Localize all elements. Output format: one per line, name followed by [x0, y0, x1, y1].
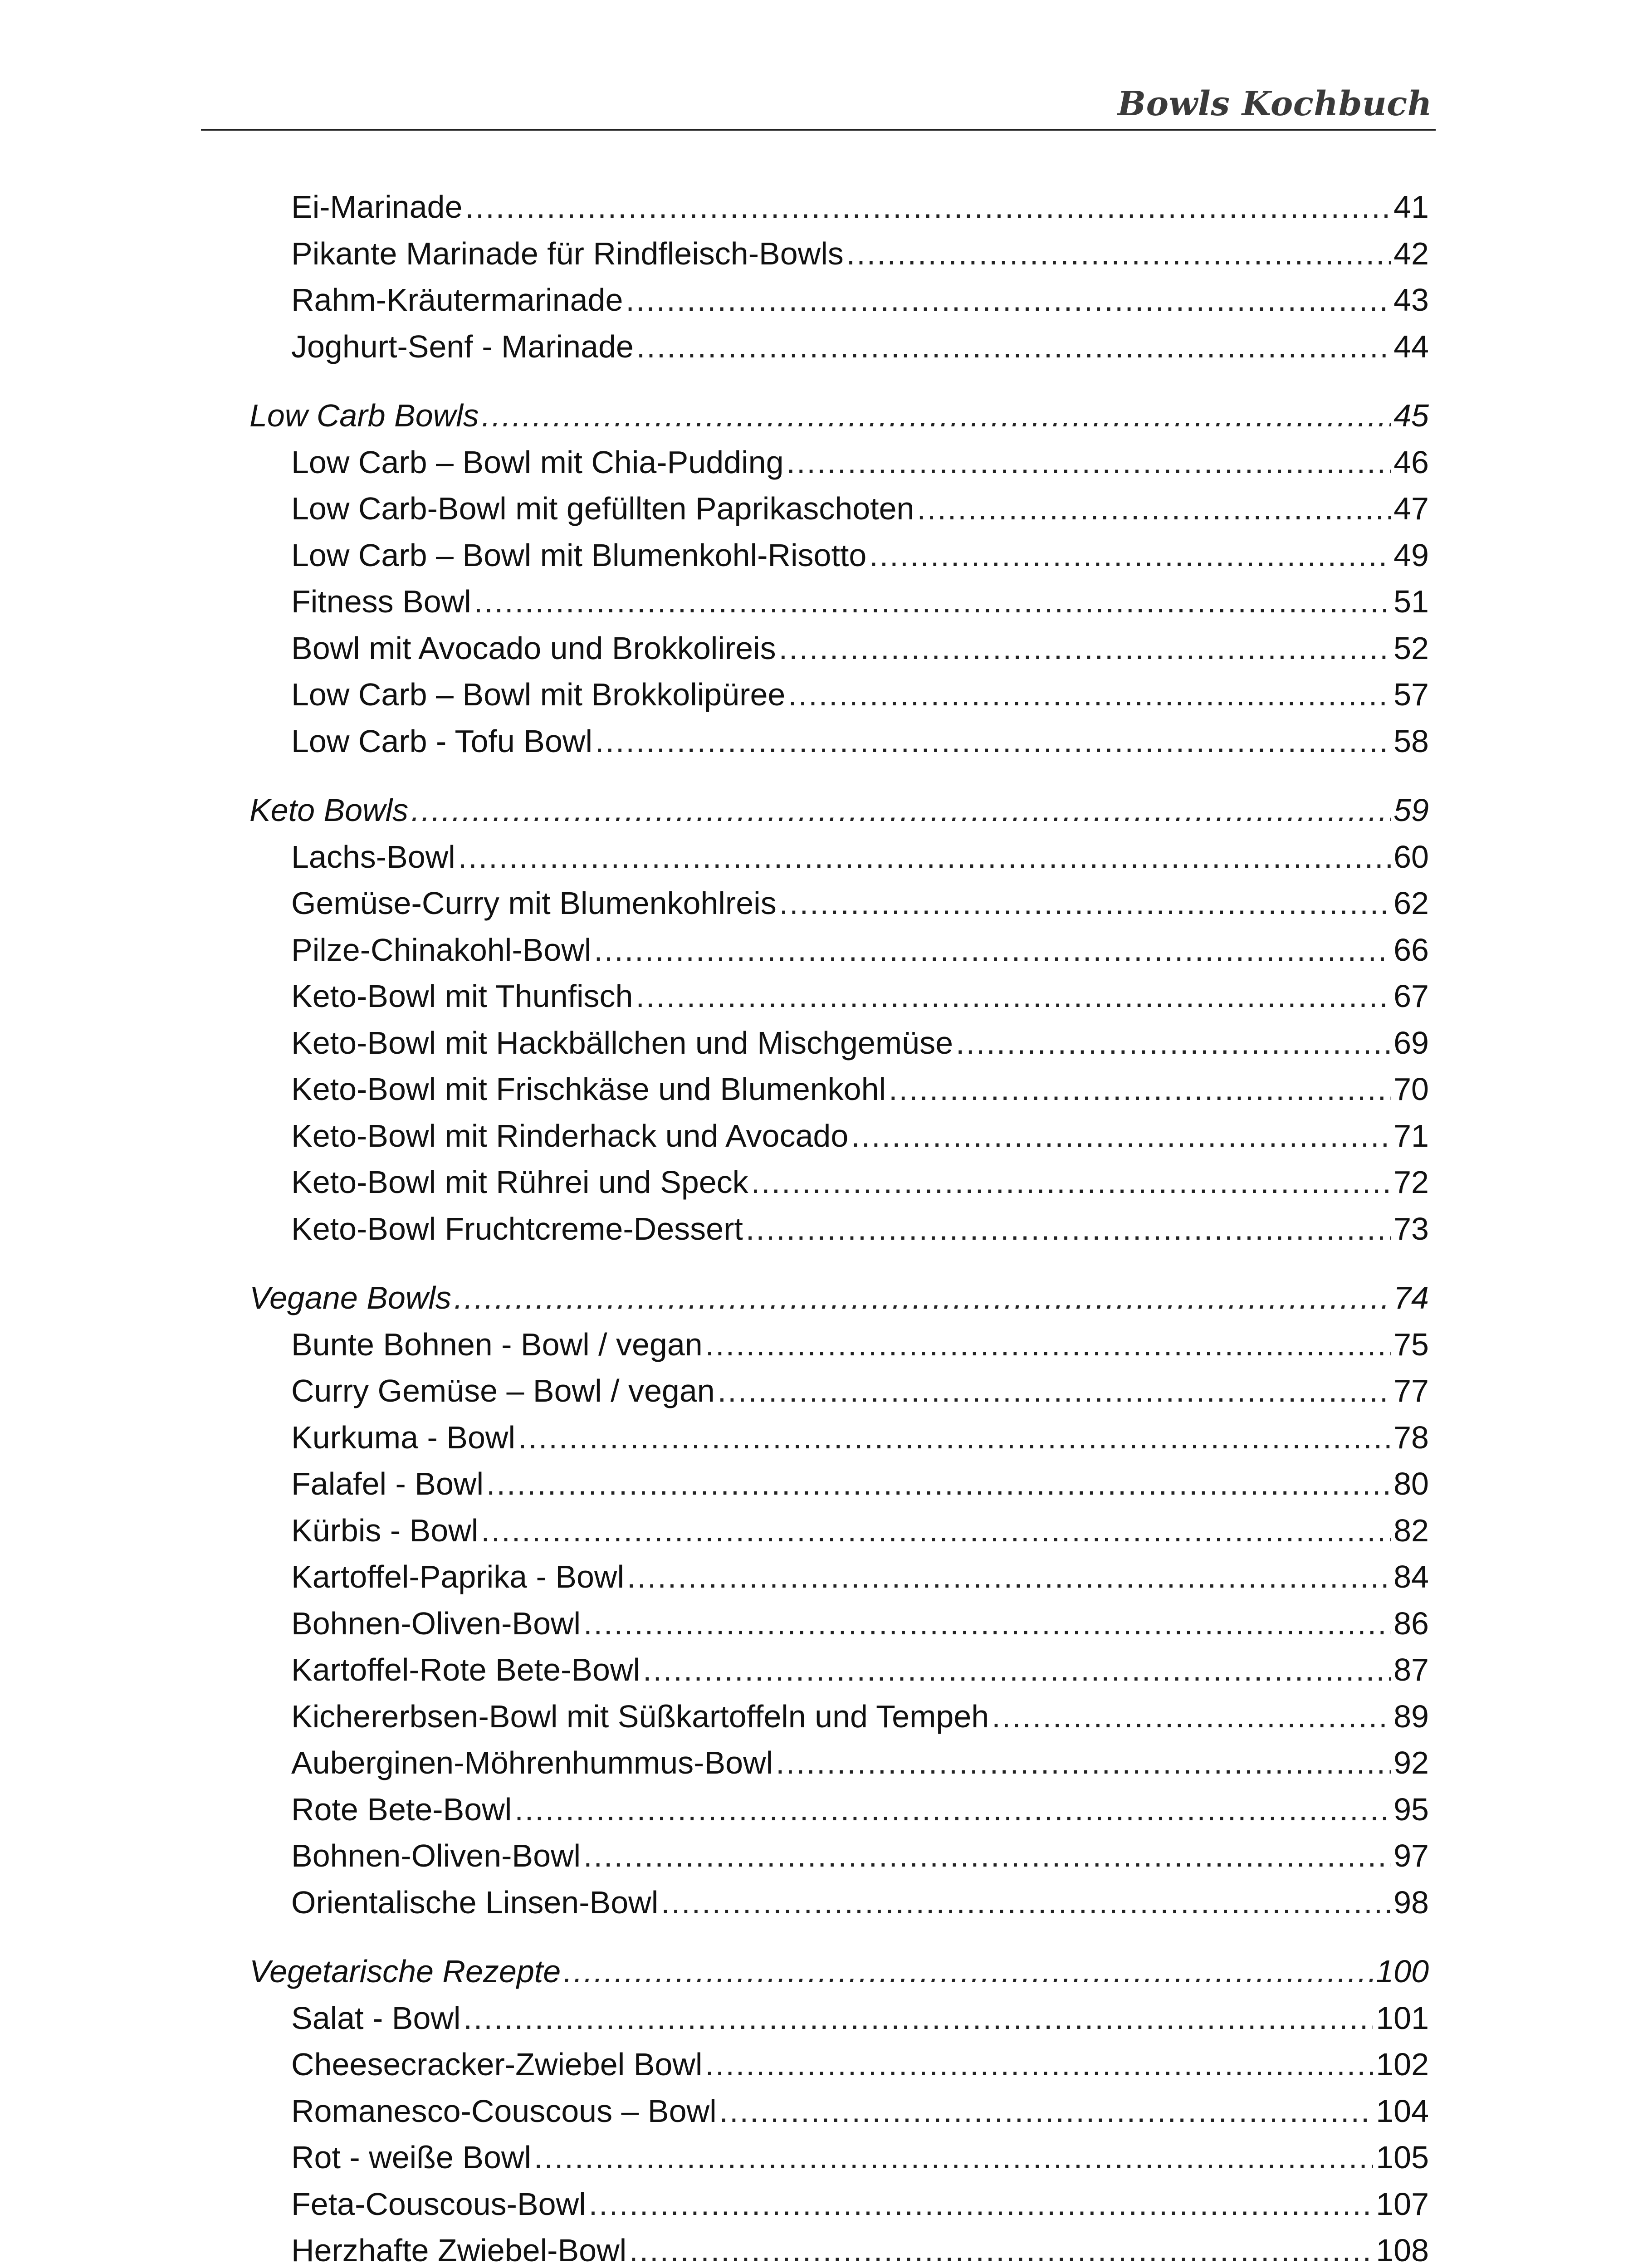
dot-leader: [474, 578, 1391, 625]
dot-leader: [486, 1461, 1391, 1507]
dot-leader: [465, 184, 1391, 230]
dot-leader: [956, 1020, 1391, 1066]
dot-leader: [629, 2227, 1373, 2268]
entry-page-number: 104: [1376, 2093, 1429, 2129]
toc-entry-line[interactable]: [249, 1740, 1429, 1786]
entry-page-number: 78: [1393, 1419, 1429, 1455]
dot-leader: [458, 834, 1391, 880]
dot-leader: [534, 2134, 1373, 2181]
entry-page-number: 89: [1393, 1698, 1429, 1734]
dot-leader: [411, 787, 1391, 834]
toc-entry-line[interactable]: [249, 1879, 1429, 1926]
entry-page-number: 43: [1393, 282, 1429, 318]
entry-page-number: 67: [1393, 978, 1429, 1014]
toc-entry-line[interactable]: [249, 1693, 1429, 1740]
chapter-title: Keto Bowls: [249, 792, 409, 828]
entry-page-number: 42: [1393, 235, 1429, 271]
toc-entry-line[interactable]: [249, 2088, 1429, 2135]
toc-entry-line[interactable]: [249, 973, 1429, 1020]
entry-title: Keto-Bowl mit Rinderhack und Avocado: [291, 1118, 849, 1154]
toc-entry-line[interactable]: [249, 1368, 1429, 1414]
entry-title: Herzhafte Zwiebel-Bowl: [291, 2233, 627, 2268]
toc-entry-line[interactable]: [249, 1159, 1429, 1206]
entry-title: Bohnen-Oliven-Bowl: [291, 1605, 581, 1641]
dot-leader: [788, 671, 1391, 718]
toc-entry-line[interactable]: [249, 1206, 1429, 1252]
entry-page-number: 77: [1393, 1373, 1429, 1408]
entry-page-number: 86: [1393, 1605, 1429, 1641]
entry-title: Pikante Marinade für Rindfleisch-Bowls: [291, 235, 844, 271]
chapter-title: Vegetarische Rezepte: [249, 1954, 561, 1989]
toc-section: [249, 184, 1429, 370]
entry-page-number: 44: [1393, 328, 1429, 364]
dot-leader: [595, 718, 1391, 765]
entry-page-number: 97: [1393, 1838, 1429, 1873]
entry-page-number: 82: [1393, 1512, 1429, 1548]
toc-chapter-line[interactable]: [249, 392, 1429, 439]
dot-leader: [583, 1600, 1391, 1647]
entry-page-number: 92: [1393, 1745, 1429, 1780]
dot-leader: [746, 1206, 1391, 1252]
entry-title: Keto-Bowl mit Frischkäse und Blumenkohl: [291, 1071, 886, 1107]
toc-entry-line[interactable]: [249, 1833, 1429, 1879]
dot-leader: [481, 1507, 1391, 1554]
entry-page-number: 66: [1393, 932, 1429, 968]
entry-page-number: 49: [1393, 537, 1429, 573]
dot-leader: [589, 2181, 1374, 2228]
entry-page-number: 87: [1393, 1652, 1429, 1687]
dot-leader: [626, 277, 1391, 323]
toc-chapter-line[interactable]: [249, 1948, 1429, 1995]
chapter-page-number: 100: [1376, 1954, 1429, 1989]
entry-title: Feta-Couscous-Bowl: [291, 2186, 586, 2222]
toc-entry-line[interactable]: [249, 718, 1429, 765]
toc-section: [249, 1275, 1429, 1926]
toc-entry-line[interactable]: [249, 625, 1429, 672]
dot-leader: [594, 927, 1391, 973]
entry-title: Bohnen-Oliven-Bowl: [291, 1838, 581, 1873]
entry-title: Low Carb – Bowl mit Chia-Pudding: [291, 444, 784, 480]
entry-title: Low Carb – Bowl mit Brokkolipüree: [291, 677, 786, 712]
entry-title: Rahm-Kräutermarinade: [291, 282, 623, 318]
entry-page-number: 101: [1376, 2000, 1429, 2036]
entry-page-number: 73: [1393, 1211, 1429, 1246]
dot-leader: [563, 1948, 1373, 1995]
entry-title: Auberginen-Möhrenhummus-Bowl: [291, 1745, 773, 1780]
entry-title: Salat - Bowl: [291, 2000, 461, 2036]
entry-title: Keto-Bowl Fruchtcreme-Dessert: [291, 1211, 743, 1246]
toc-entry-line[interactable]: [249, 1507, 1429, 1554]
dot-leader: [514, 1786, 1391, 1833]
entry-title: Ei-Marinade: [291, 189, 463, 225]
entry-page-number: 72: [1393, 1164, 1429, 1200]
entry-page-number: 70: [1393, 1071, 1429, 1107]
entry-page-number: 57: [1393, 677, 1429, 712]
entry-title: Orientalische Linsen-Bowl: [291, 1884, 659, 1920]
entry-page-number: 47: [1393, 491, 1429, 526]
chapter-page-number: 59: [1393, 792, 1429, 828]
entry-title: Romanesco-Couscous – Bowl: [291, 2093, 717, 2129]
dot-leader: [643, 1647, 1391, 1693]
dot-leader: [636, 973, 1391, 1020]
toc-entry-line[interactable]: [249, 578, 1429, 625]
dot-leader: [779, 880, 1391, 927]
toc-entry-line[interactable]: [249, 880, 1429, 927]
entry-title: Falafel - Bowl: [291, 1466, 484, 1501]
entry-title: Lachs-Bowl: [291, 839, 455, 875]
dot-leader: [917, 485, 1391, 532]
entry-page-number: 84: [1393, 1559, 1429, 1594]
dot-leader: [463, 1995, 1373, 2042]
dot-leader: [776, 1740, 1391, 1786]
entry-title: Kichererbsen-Bowl mit Süßkartoffeln und Tempeh: [291, 1698, 989, 1734]
toc-entry-line[interactable]: [249, 2134, 1429, 2181]
entry-page-number: 75: [1393, 1326, 1429, 1362]
chapter-page-number: 45: [1393, 398, 1429, 433]
chapter-page-number: 74: [1393, 1280, 1429, 1315]
entry-title: Fitness Bowl: [291, 584, 471, 619]
entry-page-number: 69: [1393, 1025, 1429, 1061]
entry-title: Kurkuma - Bowl: [291, 1419, 516, 1455]
entry-title: Cheesecracker-Zwiebel Bowl: [291, 2047, 703, 2082]
dot-leader: [583, 1833, 1391, 1879]
entry-page-number: 71: [1393, 1118, 1429, 1154]
entry-page-number: 80: [1393, 1466, 1429, 1501]
entry-title: Bowl mit Avocado und Brokkolireis: [291, 630, 776, 666]
entry-title: Kartoffel-Paprika - Bowl: [291, 1559, 625, 1594]
entry-page-number: 95: [1393, 1791, 1429, 1827]
chapter-title: Vegane Bowls: [249, 1280, 451, 1315]
dot-leader: [869, 532, 1391, 579]
toc-section: [249, 1948, 1429, 2268]
dot-leader: [627, 1554, 1391, 1600]
toc-entry-line[interactable]: [249, 834, 1429, 880]
toc-entry-line[interactable]: [249, 1414, 1429, 1461]
toc-entry-line[interactable]: [249, 927, 1429, 973]
entry-title: Rote Bete-Bowl: [291, 1791, 512, 1827]
dot-leader: [779, 625, 1391, 672]
dot-leader: [705, 2041, 1373, 2088]
entry-page-number: 41: [1393, 189, 1429, 225]
dot-leader: [751, 1159, 1391, 1206]
toc-entry-line[interactable]: [249, 1786, 1429, 1833]
dot-leader: [846, 230, 1391, 277]
toc-entry-line[interactable]: [249, 1461, 1429, 1507]
book-title: Bowls Kochbuch: [1117, 84, 1432, 123]
dot-leader: [661, 1879, 1391, 1926]
toc-chapter-line[interactable]: [249, 787, 1429, 834]
entry-title: Bunte Bohnen - Bowl / vegan: [291, 1326, 703, 1362]
dot-leader: [718, 1368, 1391, 1414]
dot-leader: [482, 392, 1391, 439]
dot-leader: [851, 1113, 1391, 1159]
entry-title: Low Carb – Bowl mit Blumenkohl-Risotto: [291, 537, 867, 573]
toc-entry-line[interactable]: [249, 1600, 1429, 1647]
toc-entry-line[interactable]: [249, 1647, 1429, 1693]
entry-title: Joghurt-Senf - Marinade: [291, 328, 634, 364]
entry-title: Low Carb - Tofu Bowl: [291, 723, 593, 759]
entry-title: Keto-Bowl mit Thunfisch: [291, 978, 633, 1014]
dot-leader: [518, 1414, 1391, 1461]
toc-entry-line[interactable]: [249, 1113, 1429, 1159]
toc-entry-line[interactable]: [249, 1020, 1429, 1066]
toc-section: [249, 787, 1429, 1252]
toc-entry-line[interactable]: [249, 1554, 1429, 1600]
entry-title: Keto-Bowl mit Hackbällchen und Mischgemüse: [291, 1025, 953, 1061]
entry-page-number: 107: [1376, 2186, 1429, 2222]
entry-title: Keto-Bowl mit Rührei und Speck: [291, 1164, 748, 1200]
entry-page-number: 52: [1393, 630, 1429, 666]
toc-entry-line[interactable]: [249, 1995, 1429, 2042]
toc-entry-line[interactable]: [249, 1321, 1429, 1368]
dot-leader: [454, 1275, 1391, 1321]
toc-entry-line[interactable]: [249, 671, 1429, 718]
entry-title: Low Carb-Bowl mit gefüllten Paprikaschoten: [291, 491, 914, 526]
toc-entry-line[interactable]: [249, 2181, 1429, 2228]
toc-entry-line[interactable]: [249, 2227, 1429, 2268]
entry-page-number: 105: [1376, 2140, 1429, 2175]
running-header: [201, 68, 1436, 131]
entry-page-number: 60: [1393, 839, 1429, 875]
toc-entry-line[interactable]: [249, 323, 1429, 370]
entry-page-number: 102: [1376, 2047, 1429, 2082]
entry-title: Kartoffel-Rote Bete-Bowl: [291, 1652, 640, 1687]
toc-section: [249, 392, 1429, 764]
entry-title: Kürbis - Bowl: [291, 1512, 479, 1548]
dot-leader: [787, 439, 1391, 486]
entry-page-number: 108: [1376, 2233, 1429, 2268]
dot-leader: [992, 1693, 1391, 1740]
entry-title: Pilze-Chinakohl-Bowl: [291, 932, 592, 968]
toc-entry-line[interactable]: [249, 1066, 1429, 1113]
entry-page-number: 98: [1393, 1884, 1429, 1920]
toc-entry-line[interactable]: [249, 2041, 1429, 2088]
toc-entry-line[interactable]: [249, 277, 1429, 323]
toc-entry-line[interactable]: [249, 184, 1429, 230]
entry-page-number: 46: [1393, 444, 1429, 480]
entry-title: Gemüse-Curry mit Blumenkohlreis: [291, 885, 777, 921]
entry-page-number: 58: [1393, 723, 1429, 759]
entry-title: Curry Gemüse – Bowl / vegan: [291, 1373, 715, 1408]
toc-entry-line[interactable]: [249, 439, 1429, 486]
entry-title: Rot - weiße Bowl: [291, 2140, 532, 2175]
dot-leader: [719, 2088, 1374, 2135]
toc-entry-line[interactable]: [249, 230, 1429, 277]
toc-entry-line[interactable]: [249, 485, 1429, 532]
dot-leader: [889, 1066, 1391, 1113]
dot-leader: [636, 323, 1391, 370]
entry-page-number: 51: [1393, 584, 1429, 619]
entry-page-number: 62: [1393, 885, 1429, 921]
toc-entry-line[interactable]: [249, 532, 1429, 579]
table-of-contents: [249, 184, 1429, 2268]
chapter-title: Low Carb Bowls: [249, 398, 479, 433]
dot-leader: [705, 1321, 1391, 1368]
toc-chapter-line[interactable]: [249, 1275, 1429, 1321]
